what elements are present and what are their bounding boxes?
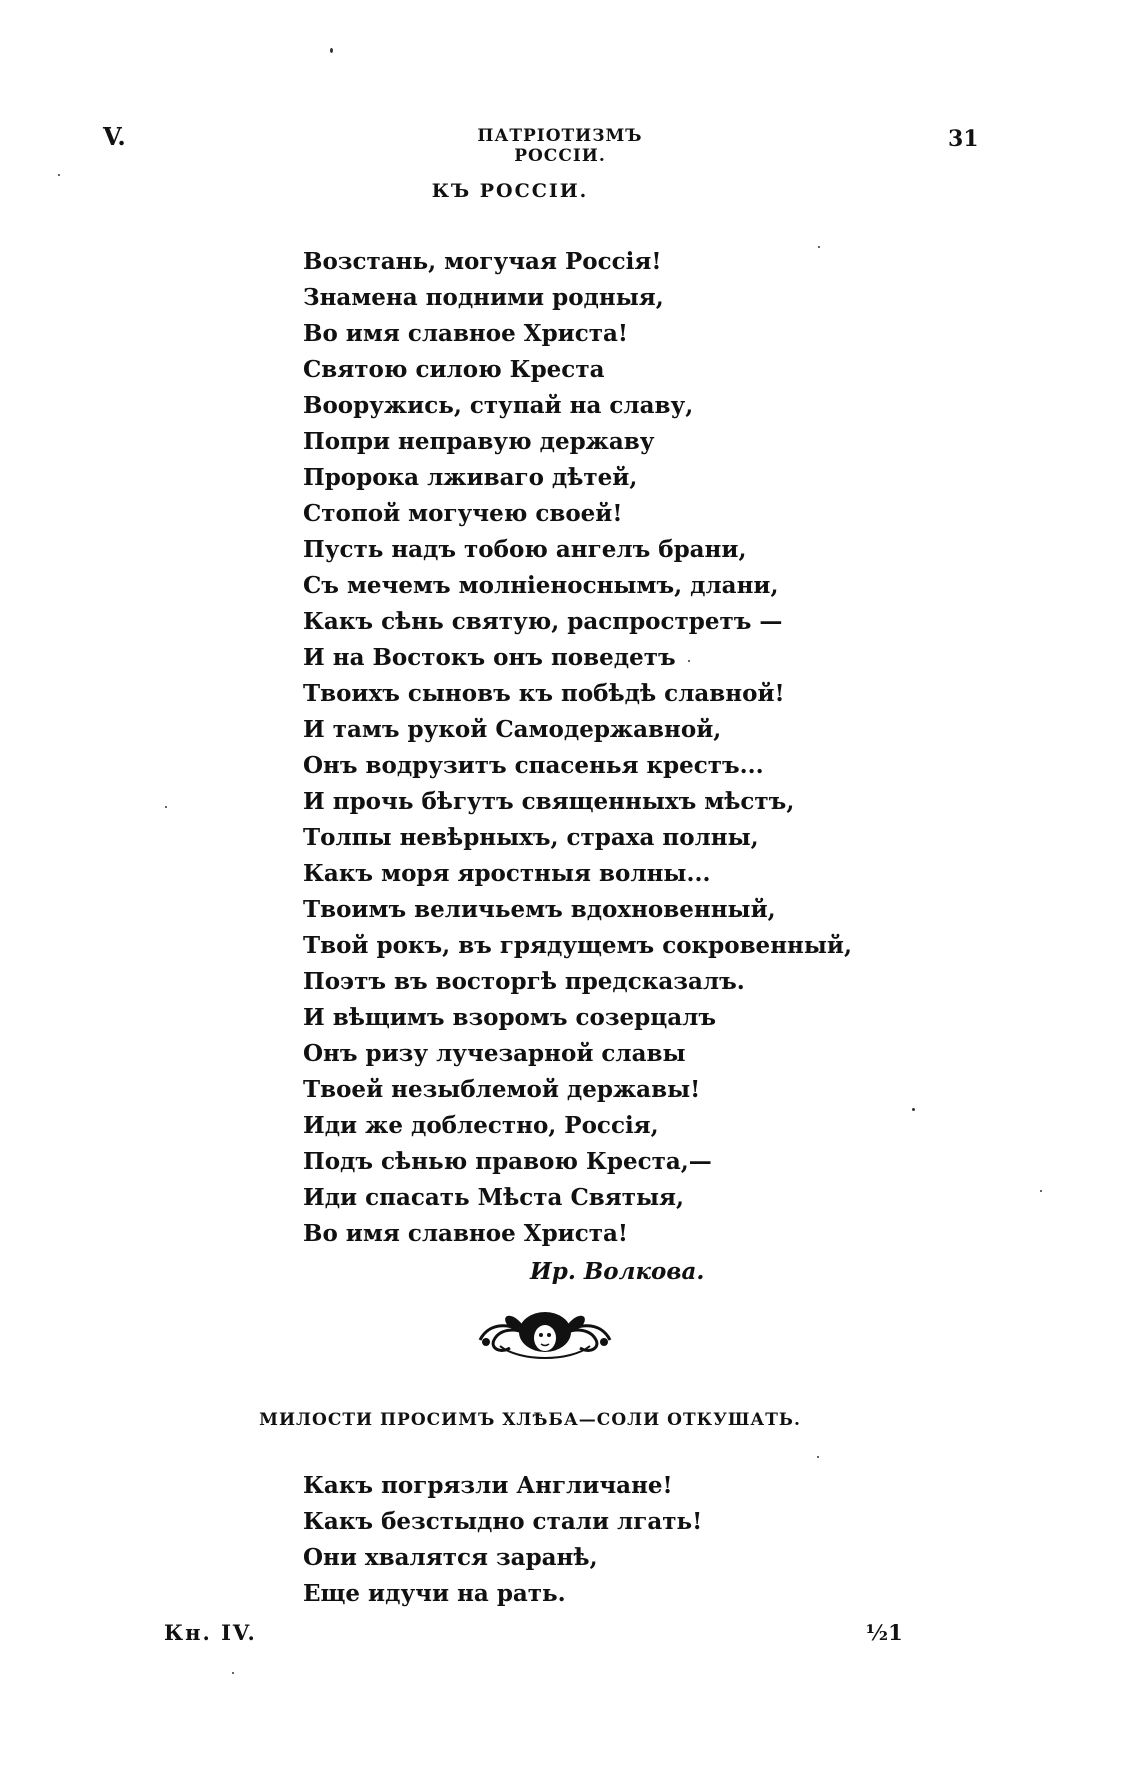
second-poem-line: Еще идучи на рать. <box>303 1580 566 1607</box>
second-poem-line: Какъ погрязли Англичане! <box>303 1472 673 1499</box>
poem-line: Толпы невѣрныхъ, страха полны, <box>303 824 759 851</box>
poem-line: Возстань, могучая Россія! <box>303 248 662 275</box>
poem-line: Вооружись, ступай на славу, <box>303 392 694 419</box>
poem-line: Попри неправую державу <box>303 428 655 455</box>
poem-body <box>303 244 863 1252</box>
poem-line: И на Востокъ онъ поведетъ <box>303 644 676 671</box>
poem-line: Твоихъ сыновъ къ побѣдѣ славной! <box>303 680 785 707</box>
poem-line: Твоимъ величьемъ вдохновенный, <box>303 896 776 923</box>
poem-line: Знамена подними родныя, <box>303 284 664 311</box>
page-number: 31 <box>948 126 979 152</box>
second-poem-title: МИЛОСТИ ПРОСИМЪ ХЛѢБА—СОЛИ ОТКУШАТЬ. <box>259 1410 801 1430</box>
second-poem-body <box>303 1468 863 1612</box>
section-number: V. <box>103 122 126 151</box>
poem-line: Святою силою Креста <box>303 356 605 383</box>
poem-line: Иди спасать Мѣста Святыя, <box>303 1184 685 1211</box>
second-poem-line: Какъ безстыдно стали лгать! <box>303 1508 703 1535</box>
poem-line: Съ мечемъ молніеноснымъ, длани, <box>303 572 779 599</box>
poem-line: Во имя славное Христа! <box>303 1220 628 1247</box>
sheet-mark: ⅟₂1 <box>866 1620 903 1645</box>
poem-line: Поэтъ въ восторгѣ предсказалъ. <box>303 968 745 995</box>
poem-line: И тамъ рукой Самодержавной, <box>303 716 722 743</box>
signature-mark: Кн. IV. <box>164 1620 257 1645</box>
running-title: ПАТРІОТИЗМЪ РОССІИ. <box>477 126 643 166</box>
poem-line: Твой рокъ, въ грядущемъ сокровенный, <box>303 932 852 959</box>
poem-line: Иди же доблестно, Россія, <box>303 1112 659 1139</box>
poem-title: КЪ РОССІИ. <box>431 180 589 202</box>
poem-line: Пусть надъ тобою ангелъ брани, <box>303 536 747 563</box>
second-poem-line: Они хвалятся заранѣ, <box>303 1544 598 1571</box>
poem-author: Ир. Волкова. <box>530 1258 705 1285</box>
poem-line: Твоей незыблемой державы! <box>303 1076 701 1103</box>
poem-line: Онъ водрузитъ спасенья крестъ... <box>303 752 764 779</box>
cherub-vignette-icon <box>470 1302 620 1366</box>
poem-line: Пророка лживаго дѣтей, <box>303 464 638 491</box>
poem-line: И вѣщимъ взоромъ созерцалъ <box>303 1004 717 1031</box>
poem-line: Во имя славное Христа! <box>303 320 628 347</box>
poem-line: Какъ сѣнь святую, распрострeтъ — <box>303 608 783 635</box>
poem-line: Какъ моря яростныя волны... <box>303 860 711 887</box>
poem-line: И прочь бѣгутъ священныхъ мѣстъ, <box>303 788 795 815</box>
poem-line: Стопой могучею своей! <box>303 500 623 527</box>
poem-line: Онъ ризу лучезарной славы <box>303 1040 686 1067</box>
poem-line: Подъ сѣнью правою Креста,— <box>303 1148 712 1175</box>
